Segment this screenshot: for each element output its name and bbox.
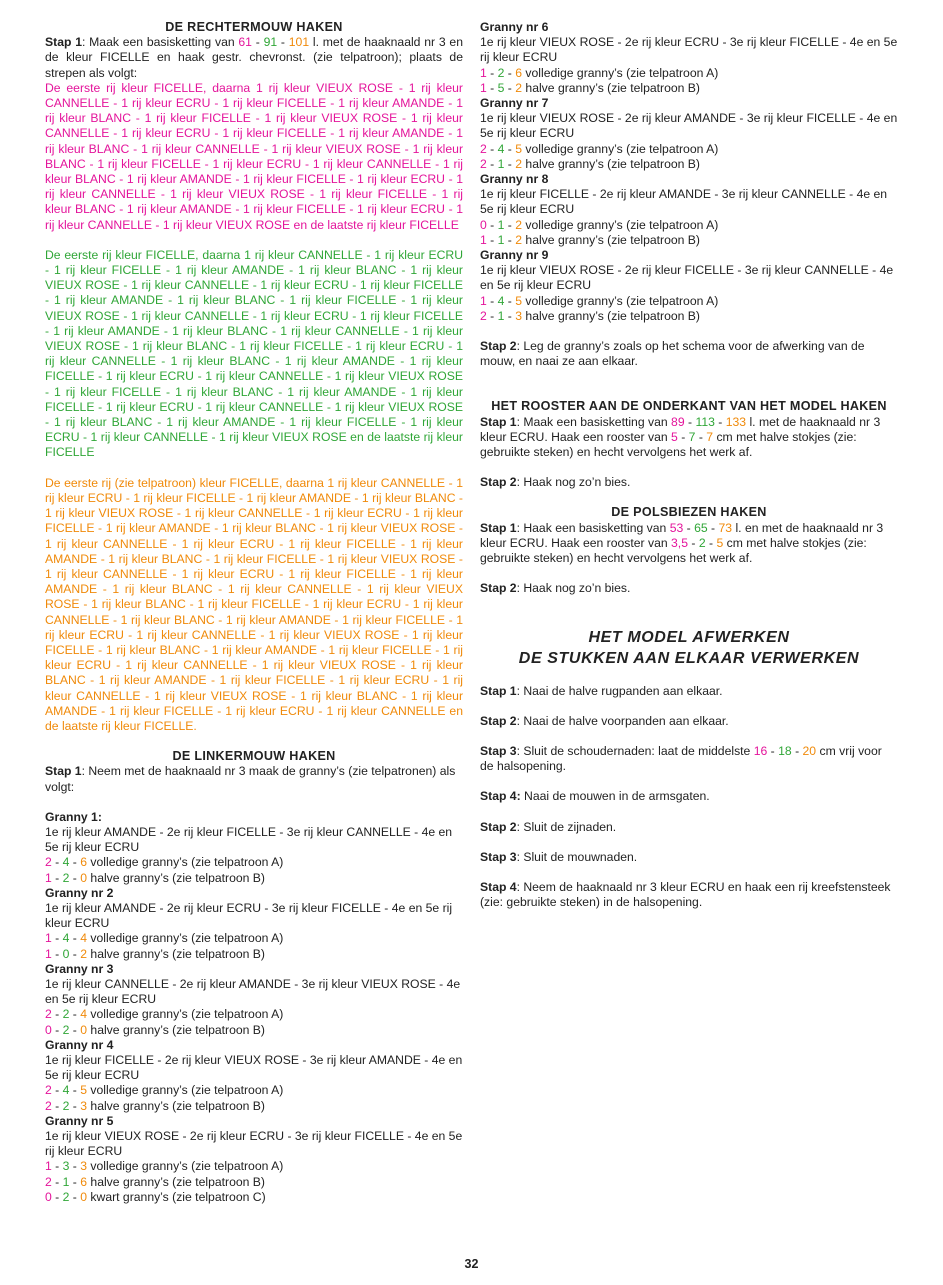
granny-count: 1 - 2 - 6 volledige granny’s (zie telpatroon A) — [480, 65, 719, 80]
afwerken-stap-5: Stap 2: Sluit de zijnaden. — [480, 819, 617, 834]
left-column — [45, 20, 463, 1205]
rechtermouw-stap-1: Stap 1: Maak een basisketting van 61 - 91 - 101 l. met de haaknaald nr 3 en de kleur FICELLE en haak gestr. chevronst. (zie telpatroon); plaats de strepen als volgt: — [45, 35, 463, 80]
section-title-linkermouw: DE LINKERMOUW HAKEN — [172, 749, 336, 764]
granny-count: 2 - 4 - 5 volledige granny’s (zie telpatroon A) — [45, 1083, 284, 1098]
granny-count: 1 - 4 - 4 volledige granny’s (zie telpatroon A) — [45, 931, 284, 946]
granny-title: Granny nr 3 — [45, 961, 114, 976]
granny-count: 2 - 1 - 3 halve granny’s (zie telpatroon B) — [480, 308, 700, 323]
granny-colors: 1e rij kleur CANNELLE - 2e rij kleur AMANDE - 3e rij kleur VIEUX ROSE - 4e en 5e rij kleur ECRU — [45, 976, 461, 1007]
granny-block — [480, 20, 898, 96]
granny-title: Granny nr 4 — [45, 1037, 114, 1052]
stripe-sequence-green: De eerste rij kleur FICELLE, daarna 1 rij kleur CANNELLE - 1 rij kleur ECRU - 1 rij kleur FICELLE - 1 rij kleur AMANDE - 1 rij kleur BLANC - 1 rij kleur VIEUX ROSE - 1 rij kleur CANNELLE - 1 rij kleur ECRU - 1 rij kleur FICELLE - 1 rij kleur AMANDE - 1 rij kleur BLANC - 1 rij kleur FICELLE - 1 rij kleur VIEUX ROSE - 1 rij kleur CANNELLE - 1 rij kleur ECRU - 1 rij kleur FICELLE - 1 rij kleur AMANDE - 1 rij kleur BLANC - 1 rij kleur CANNELLE - 1 rij kleur VIEUX ROSE - 1 rij kleur BLANC - 1 rij kleur FICELLE - 1 rij kleur ECRU - 1 rij kleur CANNELLE - 1 rij kleur BLANC - 1 rij kleur AMANDE - 1 rij kleur FICELLE - 1 rij kleur ECRU - 1 rij kleur CANNELLE - 1 rij kleur VIEUX ROSE - 1 rij kleur FICELLE - 1 rij kleur BLANC - 1 rij kleur AMANDE - 1 rij kleur FICELLE - 1 rij kleur ECRU - 1 rij kleur CANNELLE - 1 rij kleur VIEUX ROSE - 1 rij kleur BLANC - 1 rij kleur AMANDE - 1 rij kleur FICELLE - 1 rij kleur ECRU - 1 rij kleur CANNELLE - 1 rij kleur VIEUX ROSE en de laatste rij kleur FICELLE — [45, 247, 463, 460]
granny-count: 1 - 1 - 2 halve granny’s (zie telpatroon B) — [480, 232, 700, 247]
granny-count: 2 - 4 - 5 volledige granny’s (zie telpatroon A) — [480, 141, 719, 156]
granny-block — [45, 886, 463, 962]
granny-count: 1 - 3 - 3 volledige granny’s (zie telpatroon A) — [45, 1159, 284, 1174]
granny-block — [45, 1038, 463, 1114]
granny-count: 1 - 4 - 5 volledige granny’s (zie telpatroon A) — [480, 293, 719, 308]
granny-title: Granny nr 2 — [45, 885, 114, 900]
granny-count: 1 - 0 - 2 halve granny’s (zie telpatroon B) — [45, 946, 265, 961]
granny-title: Granny nr 8 — [480, 172, 549, 187]
granny-block — [480, 96, 898, 172]
granny-count: 2 - 1 - 2 halve granny’s (zie telpatroon B) — [480, 156, 700, 171]
granny-count: 1 - 2 - 0 halve granny’s (zie telpatroon B) — [45, 870, 265, 885]
linkermouw-stap-2: Stap 2: Leg de granny’s zoals op het schema voor de afwerking van de mouw, en naai ze aan elkaar. — [480, 339, 865, 369]
rooster-stap-2: Stap 2: Haak nog zo’n bies. — [480, 475, 631, 490]
afwerken-stap-2: Stap 2: Naai de halve voorpanden aan elkaar. — [480, 713, 729, 728]
afwerken-stap-6: Stap 3: Sluit de mouwnaden. — [480, 849, 638, 864]
granny-colors: 1e rij kleur VIEUX ROSE - 2e rij kleur AMANDE - 3e rij kleur FICELLE - 4e en 5e rij kleur ECRU — [480, 111, 898, 141]
granny-list-right — [480, 20, 898, 324]
right-column — [480, 20, 898, 910]
granny-count: 2 - 1 - 6 halve granny’s (zie telpatroon B) — [45, 1174, 265, 1189]
granny-count: 0 - 1 - 2 volledige granny’s (zie telpatroon A) — [480, 217, 719, 232]
granny-title: Granny nr 5 — [45, 1113, 114, 1128]
granny-block — [45, 810, 463, 886]
afwerken-stap-4: Stap 4: Naai de mouwen in de armsgaten. — [480, 789, 710, 804]
rooster-stap-1: Stap 1: Maak een basisketting van 89 - 113 - 133 l. met de haaknaald nr 3 kleur ECRU. Haak een rooster van 5 - 7 - 7 cm met halve stokjes (zie: gebruikte steken) en hecht vervolgens het werk af. — [480, 414, 881, 460]
granny-title: Granny 1: — [45, 809, 102, 824]
granny-colors: 1e rij kleur FICELLE - 2e rij kleur AMANDE - 3e rij kleur CANNELLE - 4e en 5e rij kleur ECRU — [480, 187, 888, 217]
granny-colors: 1e rij kleur FICELLE - 2e rij kleur VIEUX ROSE - 3e rij kleur AMANDE - 4e en 5e rij kleur ECRU — [45, 1053, 463, 1083]
polsbiezen-stap-1: Stap 1: Haak een basisketting van 53 - 65 - 73 l. en met de haaknaald nr 3 kleur ECRU. Haak een rooster van 3,5 - 2 - 5 cm met halve stokjes (zie: gebruikte steken) en hecht vervolgens het werk af. — [480, 520, 884, 566]
granny-title: Granny nr 7 — [480, 96, 549, 111]
linkermouw-stap-1: Stap 1: Neem met de haaknaald nr 3 maak de granny’s (zie telpatronen) als volgt: — [45, 764, 456, 794]
granny-colors: 1e rij kleur VIEUX ROSE - 2e rij kleur ECRU - 3e rij kleur FICELLE - 4e en 5e rij kleur ECRU — [45, 1129, 463, 1159]
granny-block — [45, 962, 463, 1038]
granny-count: 2 - 2 - 3 halve granny’s (zie telpatroon B) — [45, 1098, 265, 1113]
afwerken-stap-1: Stap 1: Naai de halve rugpanden aan elkaar. — [480, 683, 723, 698]
page-number: 32 — [464, 1257, 479, 1271]
stripe-sequence-pink: De eerste rij kleur FICELLE, daarna 1 rij kleur VIEUX ROSE - 1 rij kleur CANNELLE - 1 rij kleur ECRU - 1 rij kleur FICELLE - 1 rij kleur AMANDE - 1 rij kleur BLANC - 1 rij kleur FICELLE - 1 rij kleur VIEUX ROSE - 1 rij kleur CANNELLE - 1 rij kleur ECRU - 1 rij kleur FICELLE - 1 rij kleur AMANDE - 1 rij kleur BLANC - 1 rij kleur CANNELLE - 1 rij kleur VIEUX ROSE - 1 rij kleur BLANC - 1 rij kleur FICELLE - 1 rij kleur ECRU - 1 rij kleur CANNELLE - 1 rij kleur BLANC - 1 rij kleur AMANDE - 1 rij kleur FICELLE - 1 rij kleur ECRU - 1 rij kleur CANNELLE - 1 rij kleur VIEUX ROSE - 1 rij kleur FICELLE - 1 rij kleur BLANC - 1 rij kleur AMANDE - 1 rij kleur FICELLE - 1 rij kleur ECRU - 1 rij kleur CANNELLE - 1 rij kleur VIEUX ROSE en de laatste rij kleur FICELLE — [45, 80, 463, 232]
granny-colors: 1e rij kleur AMANDE - 2e rij kleur FICELLE - 3e rij kleur CANNELLE - 4e en 5e rij kleur ECRU — [45, 824, 453, 855]
section-title-rechtermouw: DE RECHTERMOUW HAKEN — [165, 20, 343, 34]
section-title-polsbiezen: DE POLSBIEZEN HAKEN — [611, 505, 767, 520]
granny-colors: 1e rij kleur AMANDE - 2e rij kleur ECRU - 3e rij kleur FICELLE - 4e en 5e rij kleur ECRU — [45, 900, 453, 931]
granny-count: 0 - 2 - 0 kwart granny’s (zie telpatroon C) — [45, 1189, 266, 1204]
section-title-model-afwerken: HET MODEL AFWERKEN — [588, 628, 790, 646]
granny-count: 0 - 2 - 0 halve granny’s (zie telpatroon B) — [45, 1022, 265, 1037]
granny-count: 2 - 4 - 6 volledige granny’s (zie telpatroon A) — [45, 855, 284, 870]
granny-colors: 1e rij kleur VIEUX ROSE - 2e rij kleur FICELLE - 3e rij kleur CANNELLE - 4e en 5e rij kleur ECRU — [480, 263, 894, 293]
granny-block — [480, 172, 898, 248]
granny-colors: 1e rij kleur VIEUX ROSE - 2e rij kleur ECRU - 3e rij kleur FICELLE - 4e en 5e rij kleur ECRU — [480, 35, 898, 65]
granny-list-left — [45, 810, 463, 1205]
granny-count: 2 - 2 - 4 volledige granny’s (zie telpatroon A) — [45, 1007, 284, 1022]
afwerken-stap-7: Stap 4: Neem de haaknaald nr 3 kleur ECRU en haak een rij kreefstensteek (zie: gebruikte steken) in de halsopening. — [480, 879, 891, 910]
granny-title: Granny nr 6 — [480, 20, 549, 34]
granny-block — [45, 1114, 463, 1205]
section-title-rooster: HET ROOSTER AAN DE ONDERKANT VAN HET MODEL HAKEN — [491, 399, 887, 414]
stripe-sequence-orange: De eerste rij (zie telpatroon) kleur FICELLE, daarna 1 rij kleur CANNELLE - 1 rij kleur ECRU - 1 rij kleur FICELLE - 1 rij kleur AMANDE - 1 rij kleur BLANC - 1 rij kleur VIEUX ROSE - 1 rij kleur CANNELLE - 1 rij kleur ECRU - 1 rij kleur FICELLE - 1 rij kleur AMANDE - 1 rij kleur BLANC - 1 rij kleur VIEUX ROSE - 1 rij kleur CANNELLE - 1 rij kleur ECRU - 1 rij kleur FICELLE - 1 rij kleur AMANDE - 1 rij kleur BLANC - 1 rij kleur FICELLE - 1 rij kleur VIEUX ROSE - 1 rij kleur CANNELLE - 1 rij kleur ECRU - 1 rij kleur FICELLE - 1 rij kleur AMANDE - 1 rij kleur BLANC - 1 rij kleur CANNELLE - 1 rij kleur VIEUX ROSE - 1 rij kleur BLANC - 1 rij kleur FICELLE - 1 rij kleur ECRU - 1 rij kleur CANNELLE - 1 rij kleur BLANC - 1 rij kleur AMANDE - 1 rij kleur FICELLE - 1 rij kleur ECRU - 1 rij kleur CANNELLE - 1 rij kleur VIEUX ROSE - 1 rij kleur FICELLE - 1 rij kleur BLANC - 1 rij kleur AMANDE - 1 rij kleur FICELLE - 1 rij kleur ECRU - 1 rij kleur CANNELLE - 1 rij kleur VIEUX ROSE - 1 rij kleur BLANC - 1 rij kleur AMANDE - 1 rij kleur FICELLE - 1 rij kleur ECRU - 1 rij kleur CANNELLE - 1 rij kleur VIEUX ROSE - 1 rij kleur BLANC - 1 rij kleur AMANDE - 1 rij kleur FICELLE - 1 rij kleur ECRU - 1 rij kleur CANNELLE en de laatste rij kleur FICELLE. — [45, 475, 463, 733]
granny-title: Granny nr 9 — [480, 248, 549, 263]
polsbiezen-stap-2: Stap 2: Haak nog zo’n bies. — [480, 581, 631, 596]
section-title-stukken-verwerken: DE STUKKEN AAN ELKAAR VERWERKEN — [518, 649, 860, 667]
afwerken-stap-3: Stap 3: Sluit de schoudernaden: laat de middelste 16 - 18 - 20 cm vrij voor de halsopening. — [480, 743, 882, 774]
granny-count: 1 - 5 - 2 halve granny’s (zie telpatroon B) — [480, 80, 700, 95]
granny-block — [480, 248, 898, 324]
